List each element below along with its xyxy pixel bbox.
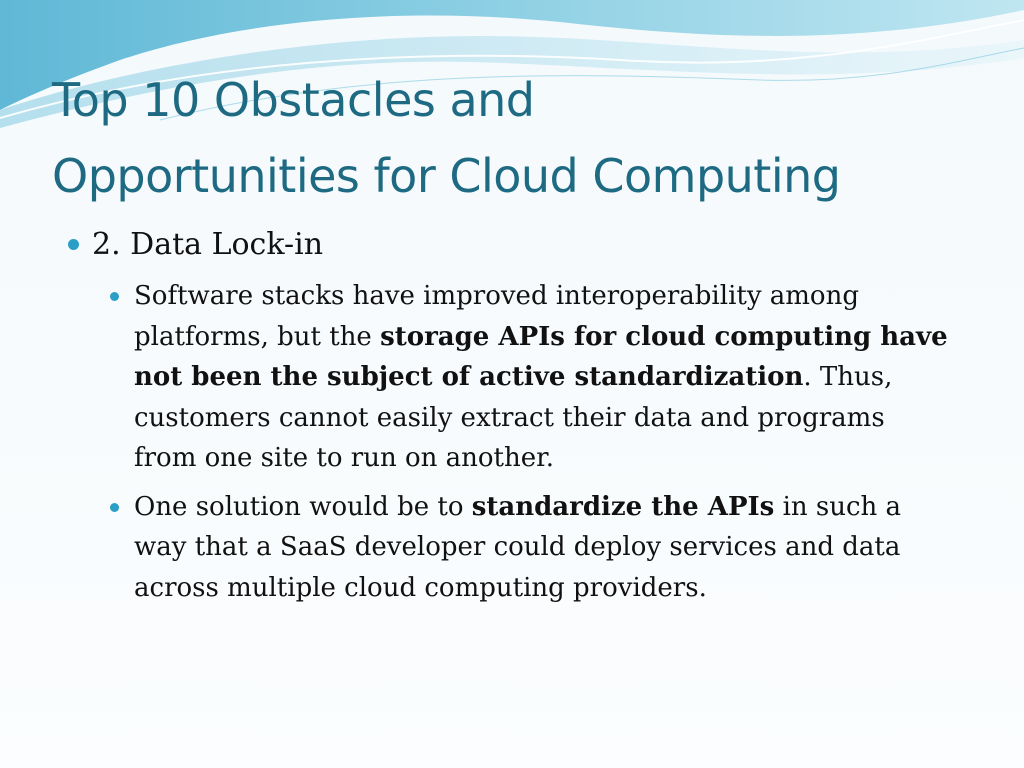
sub-bullet-storage-apis [108, 276, 954, 479]
sub-bullet-text: Software stacks have improved interoperability among platforms, but the [134, 281, 859, 352]
bullet-dot-icon [68, 239, 79, 250]
slide-title-line-1: Top 10 Obstacles and [52, 73, 535, 127]
sub-bullet-dot-icon [110, 503, 119, 512]
slide-body [66, 222, 966, 616]
sub-bullet-emphasis: standardize the APIs [471, 491, 775, 522]
sub-bullet-text: . Thus, customers cannot easily extract their data and programs from one site to run on another. [134, 362, 893, 473]
sub-bullet-text: One solution would be to [134, 491, 472, 522]
bullet-heading: 2. Data Lock-in [92, 227, 324, 262]
slide-title-line-2: Opportunities for Cloud Computing [52, 149, 841, 203]
sub-bullet-emphasis: storage APIs for cloud computing have not been the subject of active standardization [134, 321, 948, 392]
bullet-data-lock-in [66, 222, 966, 268]
sub-bullet-standardize-apis [108, 487, 954, 609]
sub-bullet-list [66, 276, 966, 608]
sub-bullet-dot-icon [110, 292, 119, 301]
slide-title [52, 62, 1012, 214]
sub-bullet-text: in such a way that a SaaS developer could deploy services and data across multiple cloud computing providers. [134, 491, 902, 603]
